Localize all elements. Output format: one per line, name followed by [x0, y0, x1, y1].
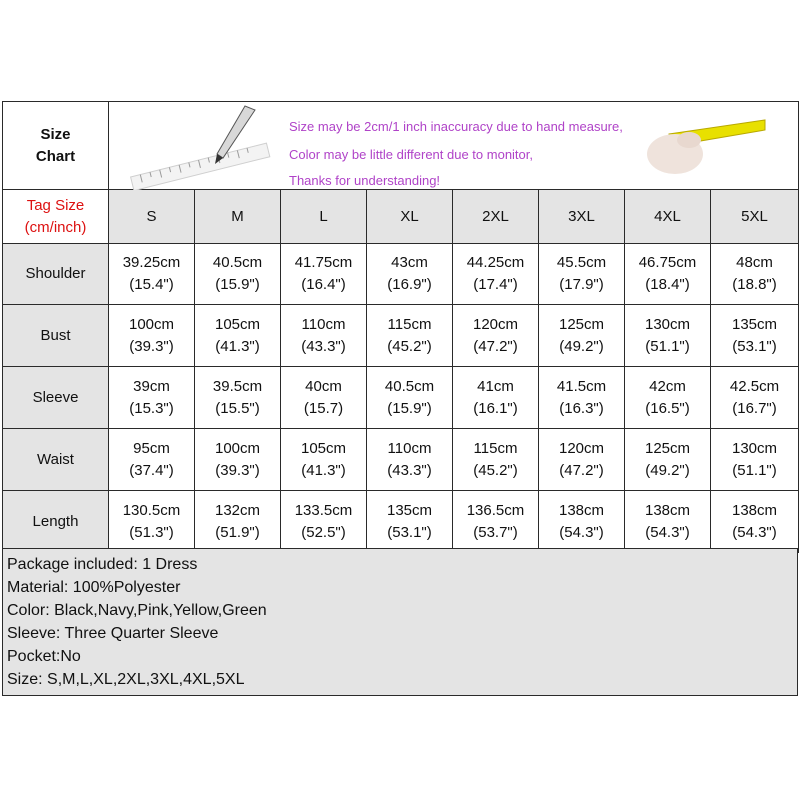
measurement-cell — [195, 305, 281, 367]
measurement-cell — [711, 429, 799, 491]
measurement-cm: 115cm — [387, 315, 432, 333]
table-row — [3, 244, 799, 305]
measurement-cell — [195, 244, 281, 305]
measurement-inch: (51.1") — [732, 461, 777, 479]
tag-size-label: Tag Size — [26, 196, 85, 214]
measurement-cell — [195, 429, 281, 491]
measurement-inch: (37.4") — [129, 461, 174, 479]
measurement-cm: 100cm — [214, 439, 261, 457]
measurement-cm: 40cm — [305, 377, 342, 395]
measurement-cell — [195, 491, 281, 553]
note-color-difference: Color may be little different due to monitor, — [289, 147, 533, 162]
measurement-inch: (47.2") — [473, 337, 518, 355]
size-header-xl: XL — [367, 190, 453, 244]
measurement-cell — [711, 305, 799, 367]
size-header-3xl: 3XL — [539, 190, 625, 244]
measurement-inch: (15.3") — [129, 399, 174, 417]
measurement-inch: (54.3") — [645, 523, 690, 541]
measurement-cm: 130cm — [644, 315, 691, 333]
chart-title-line1: Size — [40, 125, 71, 143]
measurement-inch: (41.3") — [301, 461, 346, 479]
measurement-cell — [109, 305, 195, 367]
measurement-cell — [539, 367, 625, 429]
measurement-inch: (52.5") — [301, 523, 346, 541]
measurement-inch: (49.2") — [645, 461, 690, 479]
measurement-cell — [539, 491, 625, 553]
measurement-cell — [453, 367, 539, 429]
measurement-inch: (54.3") — [732, 523, 777, 541]
measurement-cell — [281, 491, 367, 553]
measurement-inch: (45.2") — [387, 337, 432, 355]
measurement-inch: (45.2") — [473, 461, 518, 479]
size-header-2xl: 2XL — [453, 190, 539, 244]
measurement-cm: 105cm — [214, 315, 261, 333]
info-pocket: Pocket:No — [7, 648, 81, 665]
measurement-cm: 100cm — [128, 315, 175, 333]
measurement-cm: 110cm — [301, 315, 346, 333]
measurement-inch: (53.7") — [473, 523, 518, 541]
measurement-inch: (53.1") — [732, 337, 777, 355]
measurement-inch: (16.1") — [473, 399, 518, 417]
measurement-inch: (15.7) — [303, 399, 344, 417]
measurement-cell — [539, 305, 625, 367]
measurement-cell — [281, 429, 367, 491]
measurement-inch: (43.3") — [387, 461, 432, 479]
measurement-inch: (15.9") — [215, 276, 260, 293]
table-row — [3, 491, 799, 553]
measurement-inch: (49.2") — [559, 337, 604, 355]
measurement-cell — [453, 491, 539, 553]
measurement-cm: 42.5cm — [729, 377, 780, 395]
measurement-cm: 39.5cm — [212, 377, 263, 395]
measurement-cm: 133.5cm — [294, 501, 353, 519]
measurement-cm: 130cm — [731, 439, 778, 457]
size-chart-sheet — [2, 101, 798, 694]
measurement-inch: (51.3") — [129, 523, 174, 541]
notice-banner — [109, 102, 799, 190]
measurement-cell — [539, 244, 625, 305]
measurement-inch: (17.9") — [559, 276, 604, 293]
measurement-inch: (39.3") — [215, 461, 260, 479]
measurement-cell — [367, 429, 453, 491]
measurement-cm: 41.5cm — [556, 377, 607, 395]
measurement-cm: 41cm — [477, 377, 514, 395]
measurement-cm: 138cm — [644, 501, 691, 519]
size-header-s: S — [109, 190, 195, 244]
size-header-4xl: 4XL — [625, 190, 711, 244]
measurement-cm: 136.5cm — [466, 501, 525, 519]
measurement-cell — [109, 367, 195, 429]
measurement-cell — [367, 491, 453, 553]
measurement-cell — [453, 305, 539, 367]
measurement-cell — [711, 244, 799, 305]
measurement-cm: 42cm — [649, 377, 686, 395]
measurement-cell — [281, 367, 367, 429]
measuring-tape-hand-illustration — [629, 112, 769, 182]
measurement-cell — [625, 491, 711, 553]
measurement-cm: 138cm — [731, 501, 778, 519]
measurement-cm: 39.25cm — [122, 254, 181, 271]
measurement-cell — [453, 244, 539, 305]
measurement-cm: 95cm — [133, 439, 170, 457]
measurement-inch: (16.5") — [645, 399, 690, 417]
measurement-cm: 105cm — [300, 439, 347, 457]
measurement-inch: (41.3") — [215, 337, 260, 355]
measurement-cell — [281, 244, 367, 305]
ruler-pencil-illustration — [119, 102, 279, 190]
measurement-cm: 39cm — [133, 377, 170, 395]
size-header-m: M — [195, 190, 281, 244]
measurement-cm: 125cm — [644, 439, 691, 457]
measurement-cell — [539, 429, 625, 491]
measurement-cell — [367, 367, 453, 429]
measurement-cell — [625, 367, 711, 429]
measurement-cm: 46.75cm — [638, 254, 697, 271]
measurement-cm: 44.25cm — [466, 254, 525, 271]
measurement-inch: (16.3") — [559, 399, 604, 417]
info-sizes: Size: S,M,L,XL,2XL,3XL,4XL,5XL — [7, 671, 245, 688]
info-color: Color: Black,Navy,Pink,Yellow,Green — [7, 602, 267, 619]
measurement-cm: 120cm — [558, 439, 605, 457]
measurement-inch: (15.4") — [129, 276, 174, 293]
size-chart-table — [2, 101, 799, 553]
measurement-cm: 110cm — [387, 439, 432, 457]
size-header-5xl: 5XL — [711, 190, 799, 244]
info-package: Package included: 1 Dress — [7, 556, 198, 573]
measurement-cell — [109, 491, 195, 553]
measurement-inch: (47.2") — [559, 461, 604, 479]
measurement-cm: 130.5cm — [122, 501, 181, 519]
measurement-inch: (17.4") — [473, 276, 518, 293]
measurement-cm: 125cm — [558, 315, 605, 333]
measurement-inch: (18.8") — [732, 276, 777, 293]
measurement-cm: 45.5cm — [556, 254, 607, 271]
measurement-cm: 120cm — [472, 315, 519, 333]
measurement-cm: 135cm — [386, 501, 433, 519]
measurement-inch: (39.3") — [129, 337, 174, 355]
measurement-cell — [195, 367, 281, 429]
measurement-cell — [281, 305, 367, 367]
measurement-cell — [625, 244, 711, 305]
measurement-cell — [711, 491, 799, 553]
product-info-panel — [2, 548, 798, 696]
measurement-inch: (15.5") — [215, 399, 260, 417]
measurement-inch: (51.1") — [645, 337, 690, 355]
measurement-cell — [453, 429, 539, 491]
measurement-cm: 40.5cm — [384, 377, 435, 395]
measurement-inch: (18.4") — [645, 276, 690, 293]
measurement-cm: 41.75cm — [294, 254, 353, 271]
chart-title — [3, 102, 109, 190]
note-thanks: Thanks for understanding! — [289, 173, 441, 188]
info-sleeve: Sleeve: Three Quarter Sleeve — [7, 625, 219, 642]
measurement-cell — [625, 305, 711, 367]
tag-size-unit: (cm/inch) — [24, 218, 87, 236]
measurement-cell — [109, 244, 195, 305]
measurement-inch: (16.4") — [301, 276, 346, 293]
row-label: Bust — [3, 305, 109, 367]
size-header-row — [3, 190, 799, 244]
row-label: Length — [3, 491, 109, 553]
measurement-cell — [109, 429, 195, 491]
measurement-inch: (54.3") — [559, 523, 604, 541]
measurement-cell — [367, 244, 453, 305]
measurement-inch: (53.1") — [387, 523, 432, 541]
measurement-inch: (16.9") — [387, 276, 432, 293]
measurement-cell — [367, 305, 453, 367]
row-label: Sleeve — [3, 367, 109, 429]
measurement-inch: (15.9") — [387, 399, 432, 417]
table-row — [3, 429, 799, 491]
tag-size-header — [3, 190, 109, 244]
note-size-inaccuracy: Size may be 2cm/1 inch inaccuracy due to hand measure, — [289, 119, 623, 134]
chart-title-line2: Chart — [35, 147, 76, 165]
measurement-cm: 135cm — [731, 315, 778, 333]
table-row — [3, 305, 799, 367]
measurement-cm: 48cm — [736, 254, 773, 271]
table-row — [3, 367, 799, 429]
measurement-inch: (16.7") — [732, 399, 777, 417]
row-label: Shoulder — [3, 244, 109, 305]
measurement-cell — [711, 367, 799, 429]
measurement-cm: 43cm — [391, 254, 428, 271]
measurement-cell — [625, 429, 711, 491]
measurement-cm: 138cm — [558, 501, 605, 519]
size-header-l: L — [281, 190, 367, 244]
measurement-inch: (51.9") — [215, 523, 260, 541]
measurement-cm: 132cm — [214, 501, 261, 519]
banner-row — [3, 102, 799, 190]
measurement-cm: 115cm — [473, 439, 518, 457]
row-label: Waist — [3, 429, 109, 491]
measurement-cm: 40.5cm — [212, 254, 263, 271]
info-material: Material: 100%Polyester — [7, 579, 181, 596]
measurement-inch: (43.3") — [301, 337, 346, 355]
